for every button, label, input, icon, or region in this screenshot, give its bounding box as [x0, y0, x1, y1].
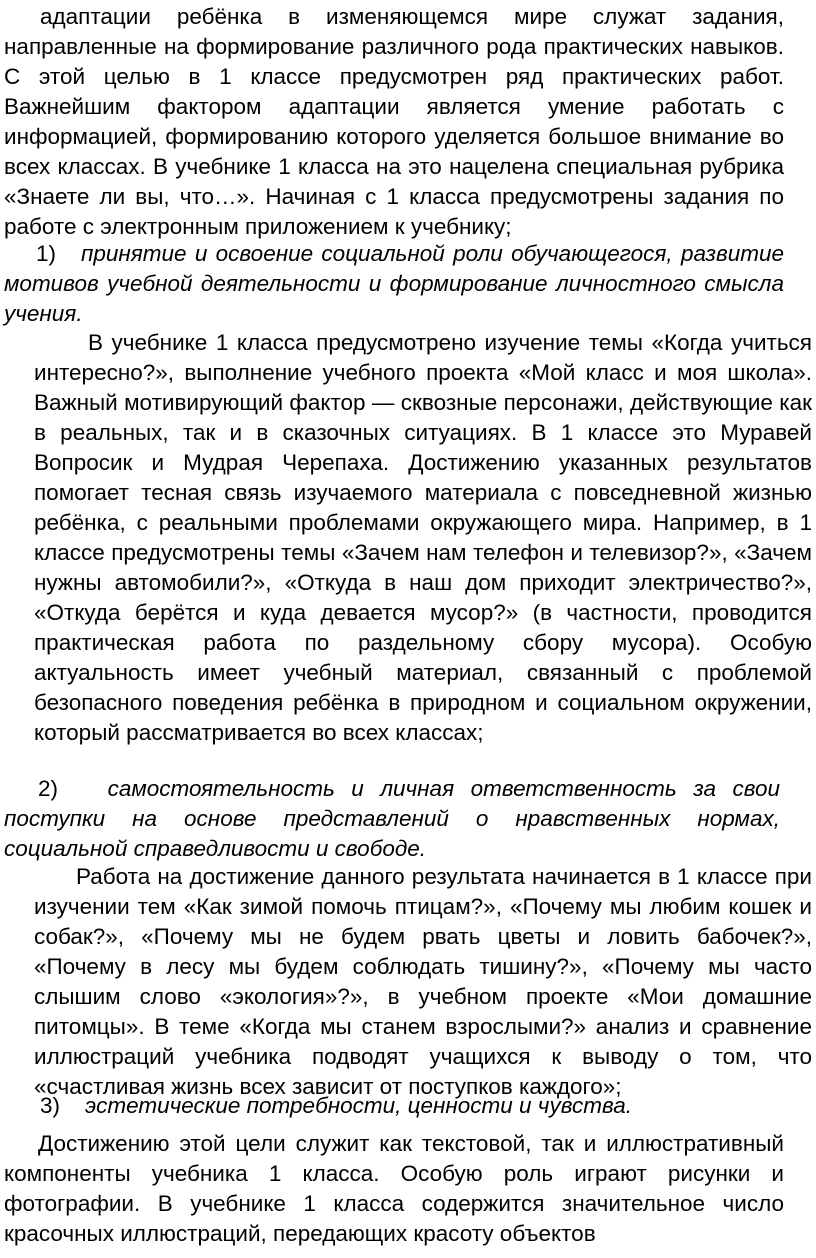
list-number: 3) [40, 1093, 61, 1118]
list-item-text: самостоятельность и личная ответственность за свои поступки на основе представлений о нравственных нормах, социальной справедливости и свободе. [4, 776, 780, 861]
list-item-3 [4, 1091, 784, 1121]
list-item-2 [4, 774, 780, 864]
list-item-text: эстетические потребности, ценности и чувства. [85, 1093, 632, 1118]
paragraph-text: Достижению этой цели служит как текстовой, так и иллюстративный компоненты учебника 1 класса. Особую роль играют рисунки и фотографии. В учебнике 1 класса содержится значительное число красочных иллюстраций, передающих красоту объектов [4, 1131, 784, 1246]
paragraph-motivation [34, 328, 812, 748]
list-number: 1) [36, 241, 57, 266]
list-item-text: принятие и освоение социальной роли обучающегося, развитие мотивов учебной деятельности и формирование личностного смысла учения. [4, 241, 784, 326]
paragraph-text: адаптации ребёнка в изменяющемся мире служат задания, направленные на формирование различного рода практических навыков. С этой целью в 1 классе предусмотрен ряд практических работ. Важнейшим фактором адаптации является умение работать с информацией, формированию которого уделяется большое внимание во всех классах. В учебнике 1 класса на это нацелена специальная рубрика «Знаете ли вы, что…». Начиная с 1 класса предусмотрены задания по работе с электронным приложением к учебнику; [4, 4, 784, 239]
paragraph-text: Работа на достижение данного результата начинается в 1 классе при изучении тем «Как зимой помочь птицам?», «Почему мы любим кошек и собак?», «Почему мы не будем рвать цветы и ловить бабочек?», «Почему в лесу мы будем соблюдать тишину?», «Почему мы часто слышим слово «экология»?», в учебном проекте «Мои домашние питомцы». В теме «Когда мы станем взрослыми?» анализ и сравнение иллюстраций учебника подводят учащихся к выводу о том, что «счастливая жизнь всех зависит от поступков каждого»; [34, 864, 812, 1099]
list-number: 2) [38, 776, 59, 801]
paragraph-aesthetics [4, 1129, 784, 1249]
list-item-1 [4, 239, 784, 329]
paragraph-adaptation [4, 2, 784, 242]
paragraph-responsibility [34, 862, 812, 1102]
paragraph-text: В учебнике 1 класса предусмотрено изучение темы «Когда учиться интересно?», выполнение учебного проекта «Мой класс и моя школа». Важный мотивирующий фактор — сквозные персонажи, действующие как в реальных, так и в сказочных ситуациях. В 1 классе это Муравей Вопросик и Мудрая Черепаха. Достижению указанных результатов помогает тесная связь изучаемого материала с повседневной жизнью ребёнка, с реальными проблемами окружающего мира. Например, в 1 классе предусмотрены темы «Зачем нам телефон и телевизор?», «Зачем нужны автомобили?», «Откуда в наш дом приходит электричество?», «Откуда берётся и куда девается мусор?» (в частности, проводится практическая работа по раздельному сбору мусора). Особую актуальность имеет учебный материал, связанный с проблемой безопасного поведения ребёнка в природном и социальном окружении, который рассматривается во всех классах; [34, 330, 812, 745]
